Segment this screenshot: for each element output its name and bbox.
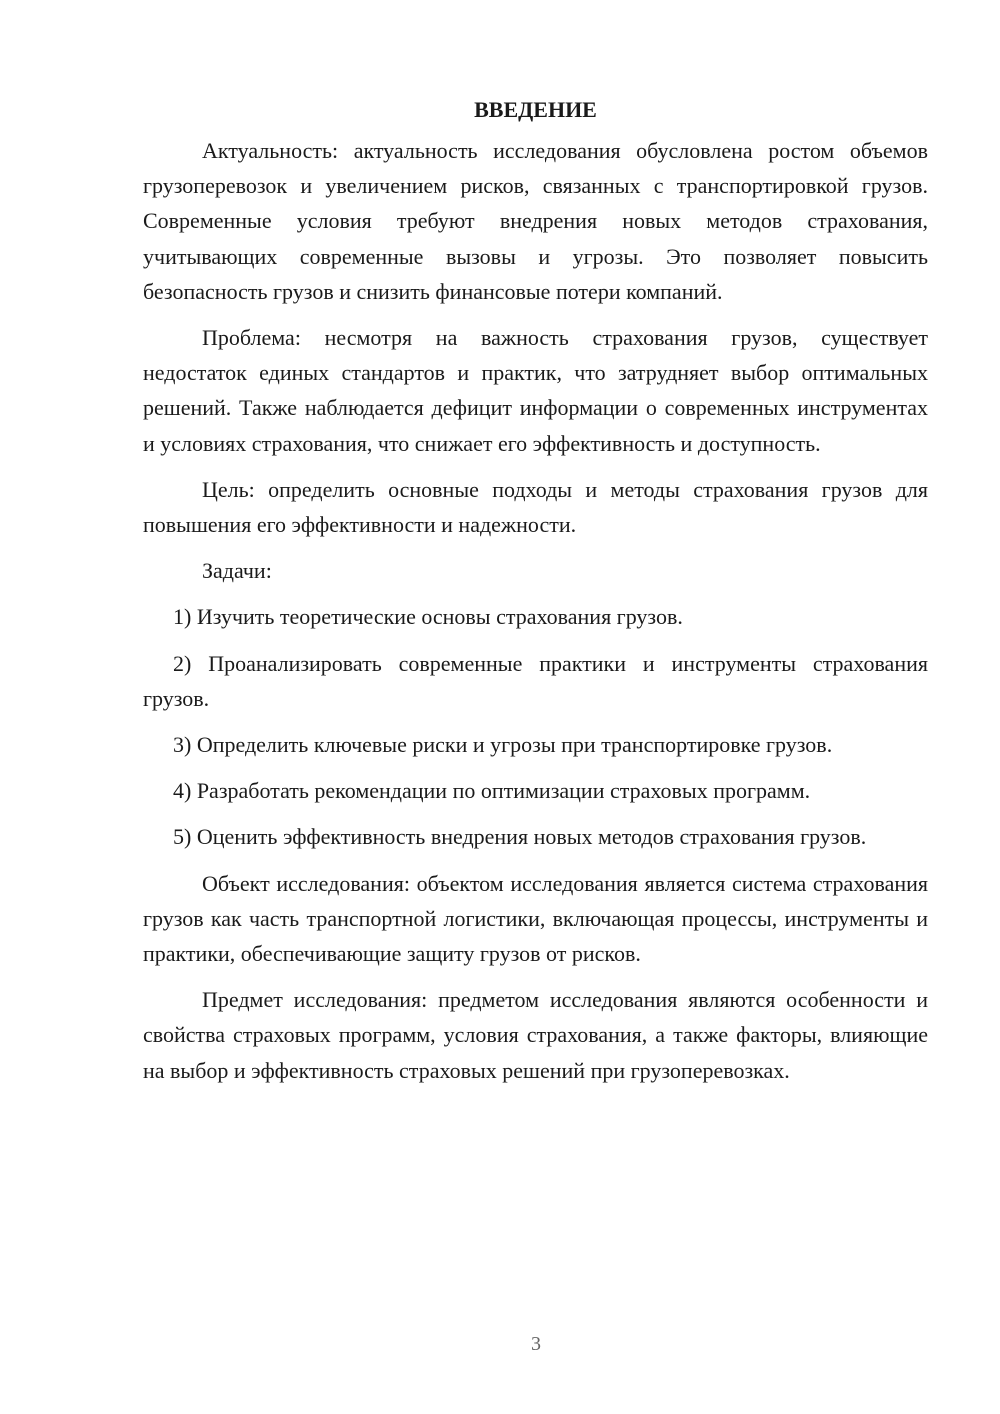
tasks-heading: Задачи: xyxy=(202,558,272,584)
page-number: 3 xyxy=(531,1333,541,1355)
task-item-1: 1) Изучить теоретические основы страхования грузов. xyxy=(173,604,683,630)
relevance-paragraph: Актуальность: актуальность исследования обусловлена ростом объемов грузоперевозок и увеличением рисков, связанных с транспортировкой грузов. Современные условия требуют внедрения новых методов страхования, учитывающих современные вызовы и угрозы. Это позволяет повысить безопасность грузов и снизить финансовые потери компаний. xyxy=(143,138,928,304)
page-title: ВВЕДЕНИЕ xyxy=(474,97,597,122)
object-paragraph: Объект исследования: объектом исследования является система страхования грузов как часть транспортной логистики, включающая процессы, инструменты и практики, обеспечивающие защиту грузов от рисков. xyxy=(143,870,928,967)
goal-paragraph: Цель: определить основные подходы и методы страхования грузов для повышения его эффективности и надежности. xyxy=(143,476,928,538)
document-page xyxy=(143,92,928,1099)
task-item-3: 3) Определить ключевые риски и угрозы при транспортировке грузов. xyxy=(173,732,833,758)
problem-paragraph: Проблема: несмотря на важность страхования грузов, существует недостаток единых стандартов и практик, что затрудняет выбор оптимальных решений. Также наблюдается дефицит информации о современных инструментах и условиях страхования, что снижает его эффективность и доступность. xyxy=(143,325,928,456)
task-item-5: 5) Оценить эффективность внедрения новых методов страхования грузов. xyxy=(173,824,867,850)
task-item-4: 4) Разработать рекомендации по оптимизации страховых программ. xyxy=(173,778,811,804)
subject-paragraph: Предмет исследования: предметом исследования являются особенности и свойства страховых программ, условия страхования, а также факторы, влияющие на выбор и эффективность страховых решений при грузоперевозках. xyxy=(143,987,928,1083)
task-item-2: 2) Проанализировать современные практики и инструменты страхования грузов. xyxy=(143,650,928,711)
